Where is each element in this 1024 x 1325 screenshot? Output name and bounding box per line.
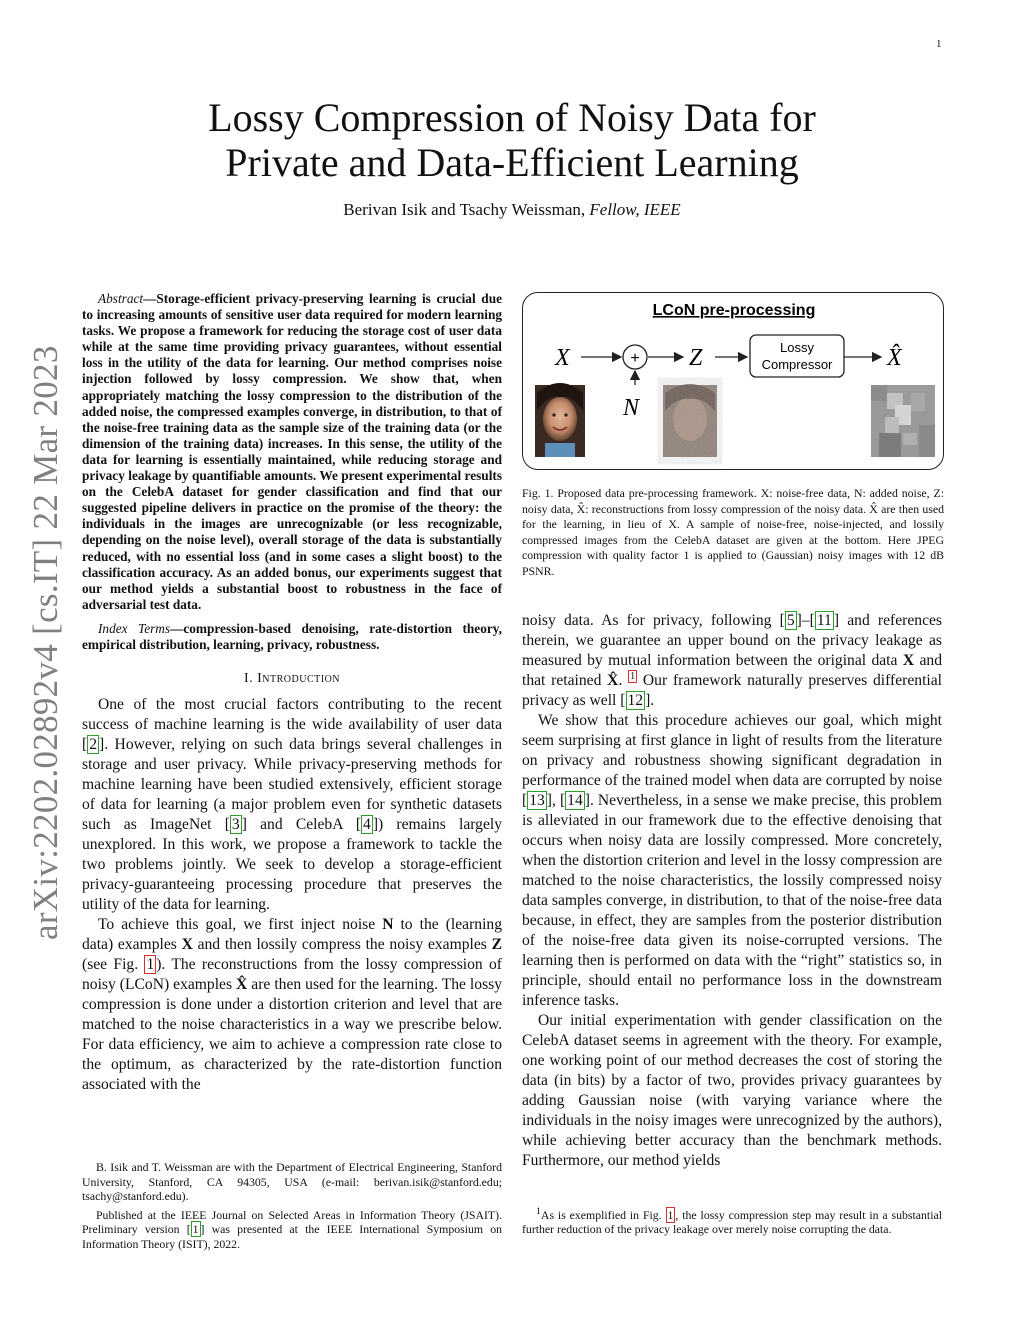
abstract-text: —Storage-efficient privacy-preserving learning is crucial due to increasing amounts of sensitive user data required for modern learning tasks. We propose a framework for reducing the storage cost of user data while at the same time providing privacy guarantees, without essential loss in the utility of the data for learning. Our method comprises noise injection followed by lossy compression. We show that, when appropriately matching the lossy compression to the distribution of the added noise, the compressed examples converge, in distribution, to that of the noise-free training data as the sample size of the training data (or the dimension of the training data) increases. In this sense, the utility of the data for learning is essentially maintained, while reducing storage and privacy leakage by quantifiable amounts. We present experimental results on the CelebA dataset for gender classification and find that our suggested pipeline delivers in practice on the promise of the theory: the individuals in the images are unrecognizable (or less recognizable, depending on the noise level), overall storage of the data is substantially reduced, with no essential loss (and in some cases a slight boost) to the classification accuracy. As an added bonus, our experiments suggest that our method yields a substantial boost to robustness in the face of adversarial test data. (82, 291, 502, 612)
index-terms-lead: Index Terms (98, 620, 171, 636)
text-run: As is exemplified in Fig. (540, 1207, 666, 1222)
symbol-n: N (623, 395, 640, 421)
symbol-xhat: X̂ (887, 345, 902, 371)
citation-link[interactable]: 3 (231, 816, 240, 834)
title-line-1: Lossy Compression of Noisy Data for (208, 95, 816, 140)
title-line-2: Private and Data-Efficient Learning (225, 140, 799, 185)
text-run: and references therein, we guarantee an upper bound on the privacy leakage as measured by mutual information between the original data (522, 612, 942, 669)
text-run: One of the most crucial factors contributing to the recent success of machine learning is the wide availability of user data (82, 696, 502, 734)
text-run: (see Fig. (82, 956, 145, 974)
right-paragraph-1: noisy data. As for privacy, following [ 5 ]–[ 11 ] and references therein, we guarantee an upper bound on the privacy leakage as measured by mutual information between the original data X and that retained X̂. $^1$ Our framework naturally preserves differential privacy as well [ 12 ]. (522, 612, 942, 709)
author-names: Berivan Isik and Tsachy Weissman, (343, 200, 590, 219)
citation-link[interactable]: 1 (192, 1222, 199, 1236)
text-run: to the (learning data) examples (82, 916, 502, 954)
citation-link[interactable]: 14 (567, 792, 583, 809)
citation-link[interactable]: 4 (363, 816, 371, 834)
text-run: – (801, 612, 810, 629)
math-symbol: X (181, 936, 193, 954)
right-footnote (522, 1205, 942, 1237)
text-run: are then used for the learning. The lossy compression is done under a distortion criterion and level that are matched to the noise characteristics in a way we prescribe below. For data efficiency, we aim to achieve a compression rate close to the optimum, as characterized by the rate-distortion function associated with the (82, 976, 502, 1094)
text-run: ) remains largely unexplored. In this work, we propose a framework to tackle the two problems jointly. We seek to develop a storage-efficient privacy-guaranteeing processing procedure that preserves the utility of the data for learning. (82, 816, 503, 914)
footnote-link[interactable]: 1 (630, 670, 636, 682)
lcon-diagram (523, 293, 945, 471)
text-run: ). The reconstructions from the lossy compression of noisy (LCoN) examples (82, 956, 502, 994)
index-terms (82, 621, 502, 653)
text-run: Published at the IEEE Journal on Selected Areas in Information Theory (JSAIT). Preliminary version (82, 1207, 502, 1236)
citation-link[interactable]: 5 (786, 612, 795, 629)
compressor-label-line-1: Lossy (780, 340, 814, 355)
left-footnotes (82, 1160, 502, 1255)
text-run: , (552, 792, 560, 809)
right-column (522, 611, 942, 1171)
text-run: , the lossy compression step may result in a substantial further reduction of the privacy leakage over merely noise corrupting the data. (522, 1207, 942, 1237)
face-image-clean (535, 383, 585, 457)
right-paragraph-2: We show that this procedure achieves our goal, which might seem surprising at first glance in light of results from the literature on privacy and robustness showing significant degradation in performance of the trained model when data are corrupted by noise [ 13 ], [ 14 ]. Nevertheless, in a sense we make precise, this problem is alleviated in our framework due to the effective denoising that occurs when noisy data are lossily compressed. More concretely, when the distortion criterion and level in the lossy compression are matched to the noise characteristics, the lossily compressed noisy data samples converge, in distribution, to that of the noise-free data because, in effect, they are samples from the posterior distribution of the noise-free data given its noise-corrupted versions. The learning then is performed on data with the “right” statistics so, in principle, should entail no performance loss in the downstream inference tasks. (522, 712, 943, 1009)
text-run: . Nevertheless, in a sense we make precise, this problem is alleviated in our framework due to the effective denoising that occurs when noisy data are lossily compressed. More concretely, when the distortion criterion and level in the lossy compression are matched to the noise characteristics, the lossily compressed noisy data samples converge, in distribution, to that of the noise-free data because, in effect, they are samples from the posterior distribution of the noise-free data given its noise-corrupted versions. The learning then is performed on data with the “right” statistics so, in principle, should entail no performance loss in the downstream inference tasks. (522, 792, 943, 1009)
plus-sign: + (630, 350, 640, 367)
publication-footnote: Published at the IEEE Journal on Selected Areas in Information Theory (JSAIT). Preliminary version [ 1 ] was presented at the IEEE International Symposium on Information Theory (ISIT), 2022. (82, 1207, 503, 1251)
citation-link[interactable]: 12 (627, 692, 644, 709)
figure-header: LCoN pre-processing (652, 302, 816, 319)
symbol-x: X (555, 345, 570, 371)
text-run: . (618, 672, 629, 689)
footnote-number: 1 (536, 1206, 541, 1217)
figure-1 (522, 292, 944, 470)
affiliation-footnote: B. Isik and T. Weissman are with the Department of Electrical Engineering, Stanford University, Stanford, CA 94305, USA (e-mail: berivan.isik@stanford.edu; tsachy@stanford.edu). (82, 1160, 502, 1203)
text-run: Our framework naturally preserves differential privacy as well (522, 672, 942, 709)
index-terms-text: —compression-based denoising, rate-distortion theory, empirical distribution, learning, privacy, robustness. (82, 620, 502, 652)
text-run: To achieve this goal, we first inject noise (98, 916, 383, 934)
citation-link[interactable]: 2 (89, 736, 97, 754)
text-run: . However, relying on such data brings several challenges in storage and user privacy. While privacy-preserving methods for machine learning have been studied extensively, efficient storage of data for learning (a major problem even for synthetic datasets such as ImageNet (82, 736, 502, 834)
text-run: We show that this procedure achieves our goal, which might seem surprising at first glance in light of results from the literature on privacy and robustness showing significant degradation in performance of the trained model when data are corrupted by noise (522, 712, 942, 789)
symbol-z: Z (689, 345, 703, 371)
math-symbol: X (902, 652, 915, 669)
citation-link[interactable]: 13 (529, 792, 545, 809)
text-run: and then lossily compress the noisy examples (192, 936, 492, 954)
paper-title (0, 95, 1024, 185)
text-run: was presented at the IEEE International Symposium on Information Theory (ISIT), 2022. (82, 1222, 503, 1251)
intro-paragraph-2 (82, 915, 502, 1095)
math-symbol: Z (491, 936, 502, 954)
abstract-lead: Abstract (98, 291, 144, 306)
text-run: and that retained (522, 652, 942, 689)
compressor-label-line-2: Compressor (761, 357, 833, 372)
math-symbol: X̂ (607, 672, 619, 689)
figure-caption: Fig. 1. Proposed data pre-processing framework. X: noise-free data, N: added noise, Z: noisy data, X̂: reconstructions from lossy compression of the noisy data. X̂ are then used for the learning, in lieu of X. A sample of noise-free, noise-injected, and lossily compressed images from the CelebA dataset are given at the bottom. Here JPEG compression with quality factor 1 is applied to (Gaussian) noisy images with 12 dB PSNR. (522, 486, 944, 578)
text-run: and CelebA (246, 816, 356, 834)
figure-link[interactable]: 1 (146, 956, 155, 974)
page-number: 1 (936, 38, 942, 50)
text-run: . (650, 692, 655, 709)
arxiv-identifier: arXiv:2202.02892v4 [cs.IT] 22 Mar 2023 (26, 345, 65, 940)
intro-paragraph-1: One of the most crucial factors contributing to the recent success of machine learning is the wide availability of user data [ 2 ]. However, relying on such data brings several challenges in storage and user privacy. While privacy-preserving methods for machine learning have been studied extensively, efficient storage of data for learning (a major problem even for synthetic datasets such as ImageNet [ 3 ] and CelebA [ 4 ]) remains largely unexplored. In this work, we propose a framework to tackle the two problems jointly. We seek to develop a storage-efficient privacy-guaranteeing processing procedure that preserves the utility of the data for learning. (82, 696, 503, 914)
math-symbol: N (382, 916, 394, 934)
left-column (82, 291, 502, 1095)
figure-link[interactable]: 1 (667, 1207, 674, 1222)
math-symbol: X̂ (236, 976, 248, 994)
text-run: noisy data. As for privacy, following (522, 612, 780, 629)
author-fellow: Fellow, IEEE (589, 200, 681, 219)
face-image-compressed (871, 385, 935, 457)
author-line (0, 200, 1024, 220)
citation-link[interactable]: 11 (816, 612, 832, 629)
right-paragraph-3: Our initial experimentation with gender classification on the CelebA dataset seems in agreement with the theory. For example, one working point of our method decreases the cost of storing the data (in bits) by a factor of two, provides privacy guarantees by adding Gaussian noise (with varying variance where the individuals in the noisy images were unrecognized by the authors), while achieving better accuracy than the benchmark methods. Furthermore, our method yields (522, 1012, 942, 1169)
section-heading-introduction: I. Introduction (243, 671, 341, 687)
abstract (82, 291, 502, 613)
face-image-noisy (663, 384, 717, 457)
